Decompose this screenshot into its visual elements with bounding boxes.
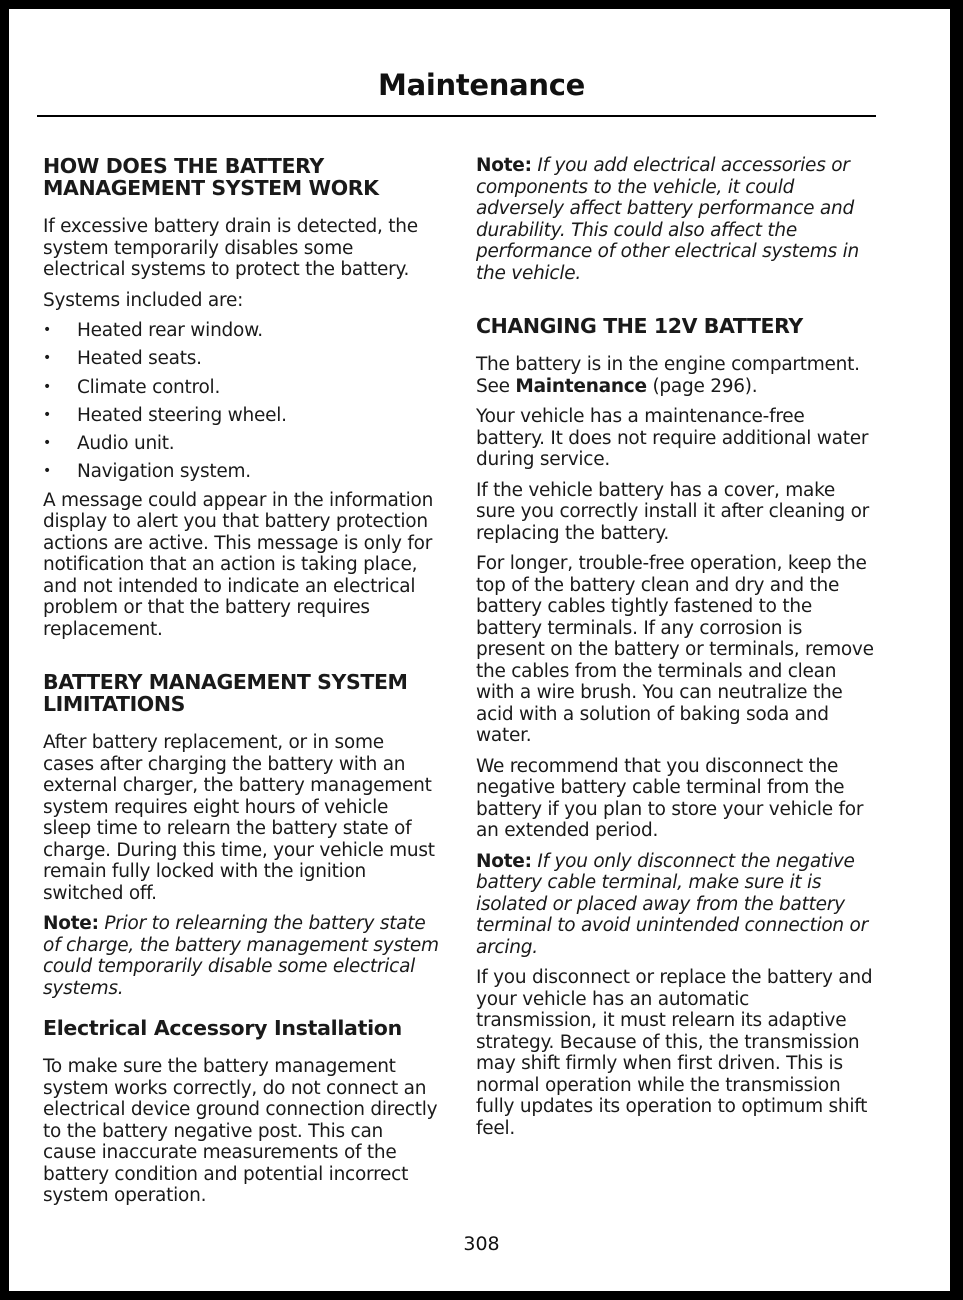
note-accessories	[476, 155, 874, 284]
page-number: 308	[463, 1233, 500, 1255]
heading-accessory-installation: Electrical Accessory Installation	[43, 1016, 402, 1041]
note-disconnect	[476, 851, 874, 959]
bullet-icon: •	[43, 463, 52, 480]
note-label: Note:	[43, 913, 99, 935]
list-item	[43, 377, 439, 399]
paragraph-maintenance-free: Your vehicle has a maintenance-free battery. It does not require additional water during service.	[476, 406, 869, 470]
bullet-icon: •	[43, 406, 52, 423]
list-item	[43, 405, 439, 427]
note-text: Prior to relearning the battery state of charge, the battery management system could temporarily disable some electrical systems.	[43, 913, 439, 999]
bullet-icon: •	[43, 435, 52, 452]
paragraph-recommend-disconnect: We recommend that you disconnect the negative battery cable terminal from the battery if you plan to store your vehicle for an extended period.	[476, 755, 864, 841]
list-item-text: Navigation system.	[77, 461, 251, 483]
paragraph-systems-included: Systems included are:	[43, 289, 244, 311]
right-column	[476, 155, 874, 1148]
paragraph-longer-operation: For longer, trouble-free operation, keep the top of the battery clean and dry and the battery cables tightly fastened to the battery terminals. If any corrosion is present on the battery or terminals, remove the cables from the terminals and clean with a wire brush. You can neutralize the acid with a solution of baking soda and water.	[476, 553, 874, 746]
systems-list	[43, 320, 439, 483]
note-text: If you only disconnect the negative battery cable terminal, make sure it is isolated or placed away from the battery terminal to avoid unintended connection or arcing.	[476, 850, 868, 958]
paragraph-accessory: To make sure the battery management system works correctly, do not connect an electrical device ground connection directly to the battery negative post. This can cause inaccurate measurements of the battery condition and potential incorrect system operation.	[43, 1056, 438, 1207]
list-item-text: Climate control.	[77, 376, 221, 398]
location-text: The battery is in the engine compartment. See	[476, 354, 860, 397]
paragraph-after-replacement: After battery replacement, or in some cases after charging the battery with an external charger, the battery management system requires eight hours of vehicle sleep time to relearn the battery state of charge. During this time, your vehicle must remain fully locked with the ignition switched off.	[43, 732, 435, 904]
header-divider	[37, 115, 876, 117]
heading-limitations: BATTERY MANAGEMENT SYSTEM LIMITATIONS	[43, 670, 408, 717]
bullet-icon: •	[43, 322, 52, 338]
bullet-icon: •	[43, 350, 52, 367]
page-title: Maintenance	[378, 68, 585, 102]
list-item-text: Heated steering wheel.	[77, 404, 287, 426]
left-column	[43, 155, 439, 1216]
heading-how-it-works: HOW DOES THE BATTERY MANAGEMENT SYSTEM WORK	[43, 154, 379, 200]
bullet-icon: •	[43, 378, 52, 395]
note-relearn	[43, 913, 439, 999]
paragraph-message: A message could appear in the information display to alert you that battery protection actions are active. This message is only for notification that an action is taking place, and not intended to indicate an electrical problem or that the battery requires replacement.	[43, 489, 434, 640]
page-reference: (page 296).	[652, 375, 758, 397]
note-text: If you add electrical accessories or components to the vehicle, it could adversely affect battery performance and durability. This could also affect the performance of other electrical systems in the vehicle.	[476, 155, 859, 284]
list-item-text: Audio unit.	[77, 433, 175, 455]
note-label: Note:	[476, 850, 532, 872]
list-item	[43, 320, 439, 342]
note-label: Note:	[476, 155, 532, 176]
paragraph-battery-location	[476, 354, 874, 397]
list-item	[43, 348, 439, 370]
paragraph-cover: If the vehicle battery has a cover, make sure you correctly install it after cleaning or replacing the battery.	[476, 479, 870, 544]
list-item	[43, 433, 439, 455]
list-item-text: Heated rear window.	[77, 320, 263, 341]
list-item	[43, 461, 439, 483]
maintenance-link[interactable]: Maintenance	[515, 375, 647, 397]
paragraph-adaptive-strategy: If you disconnect or replace the battery and your vehicle has an automatic transmission, it must relearn its adaptive strategy. Because of this, the transmission may shift firmly when first driven. This is normal operation while the transmission fully updates its operation to optimum shift feel.	[476, 967, 873, 1139]
list-item-text: Heated seats.	[77, 348, 202, 370]
heading-changing-battery: CHANGING THE 12V BATTERY	[476, 314, 803, 338]
paragraph-battery-drain: If excessive battery drain is detected, the system temporarily disables some electrical systems to protect the battery.	[43, 216, 418, 280]
